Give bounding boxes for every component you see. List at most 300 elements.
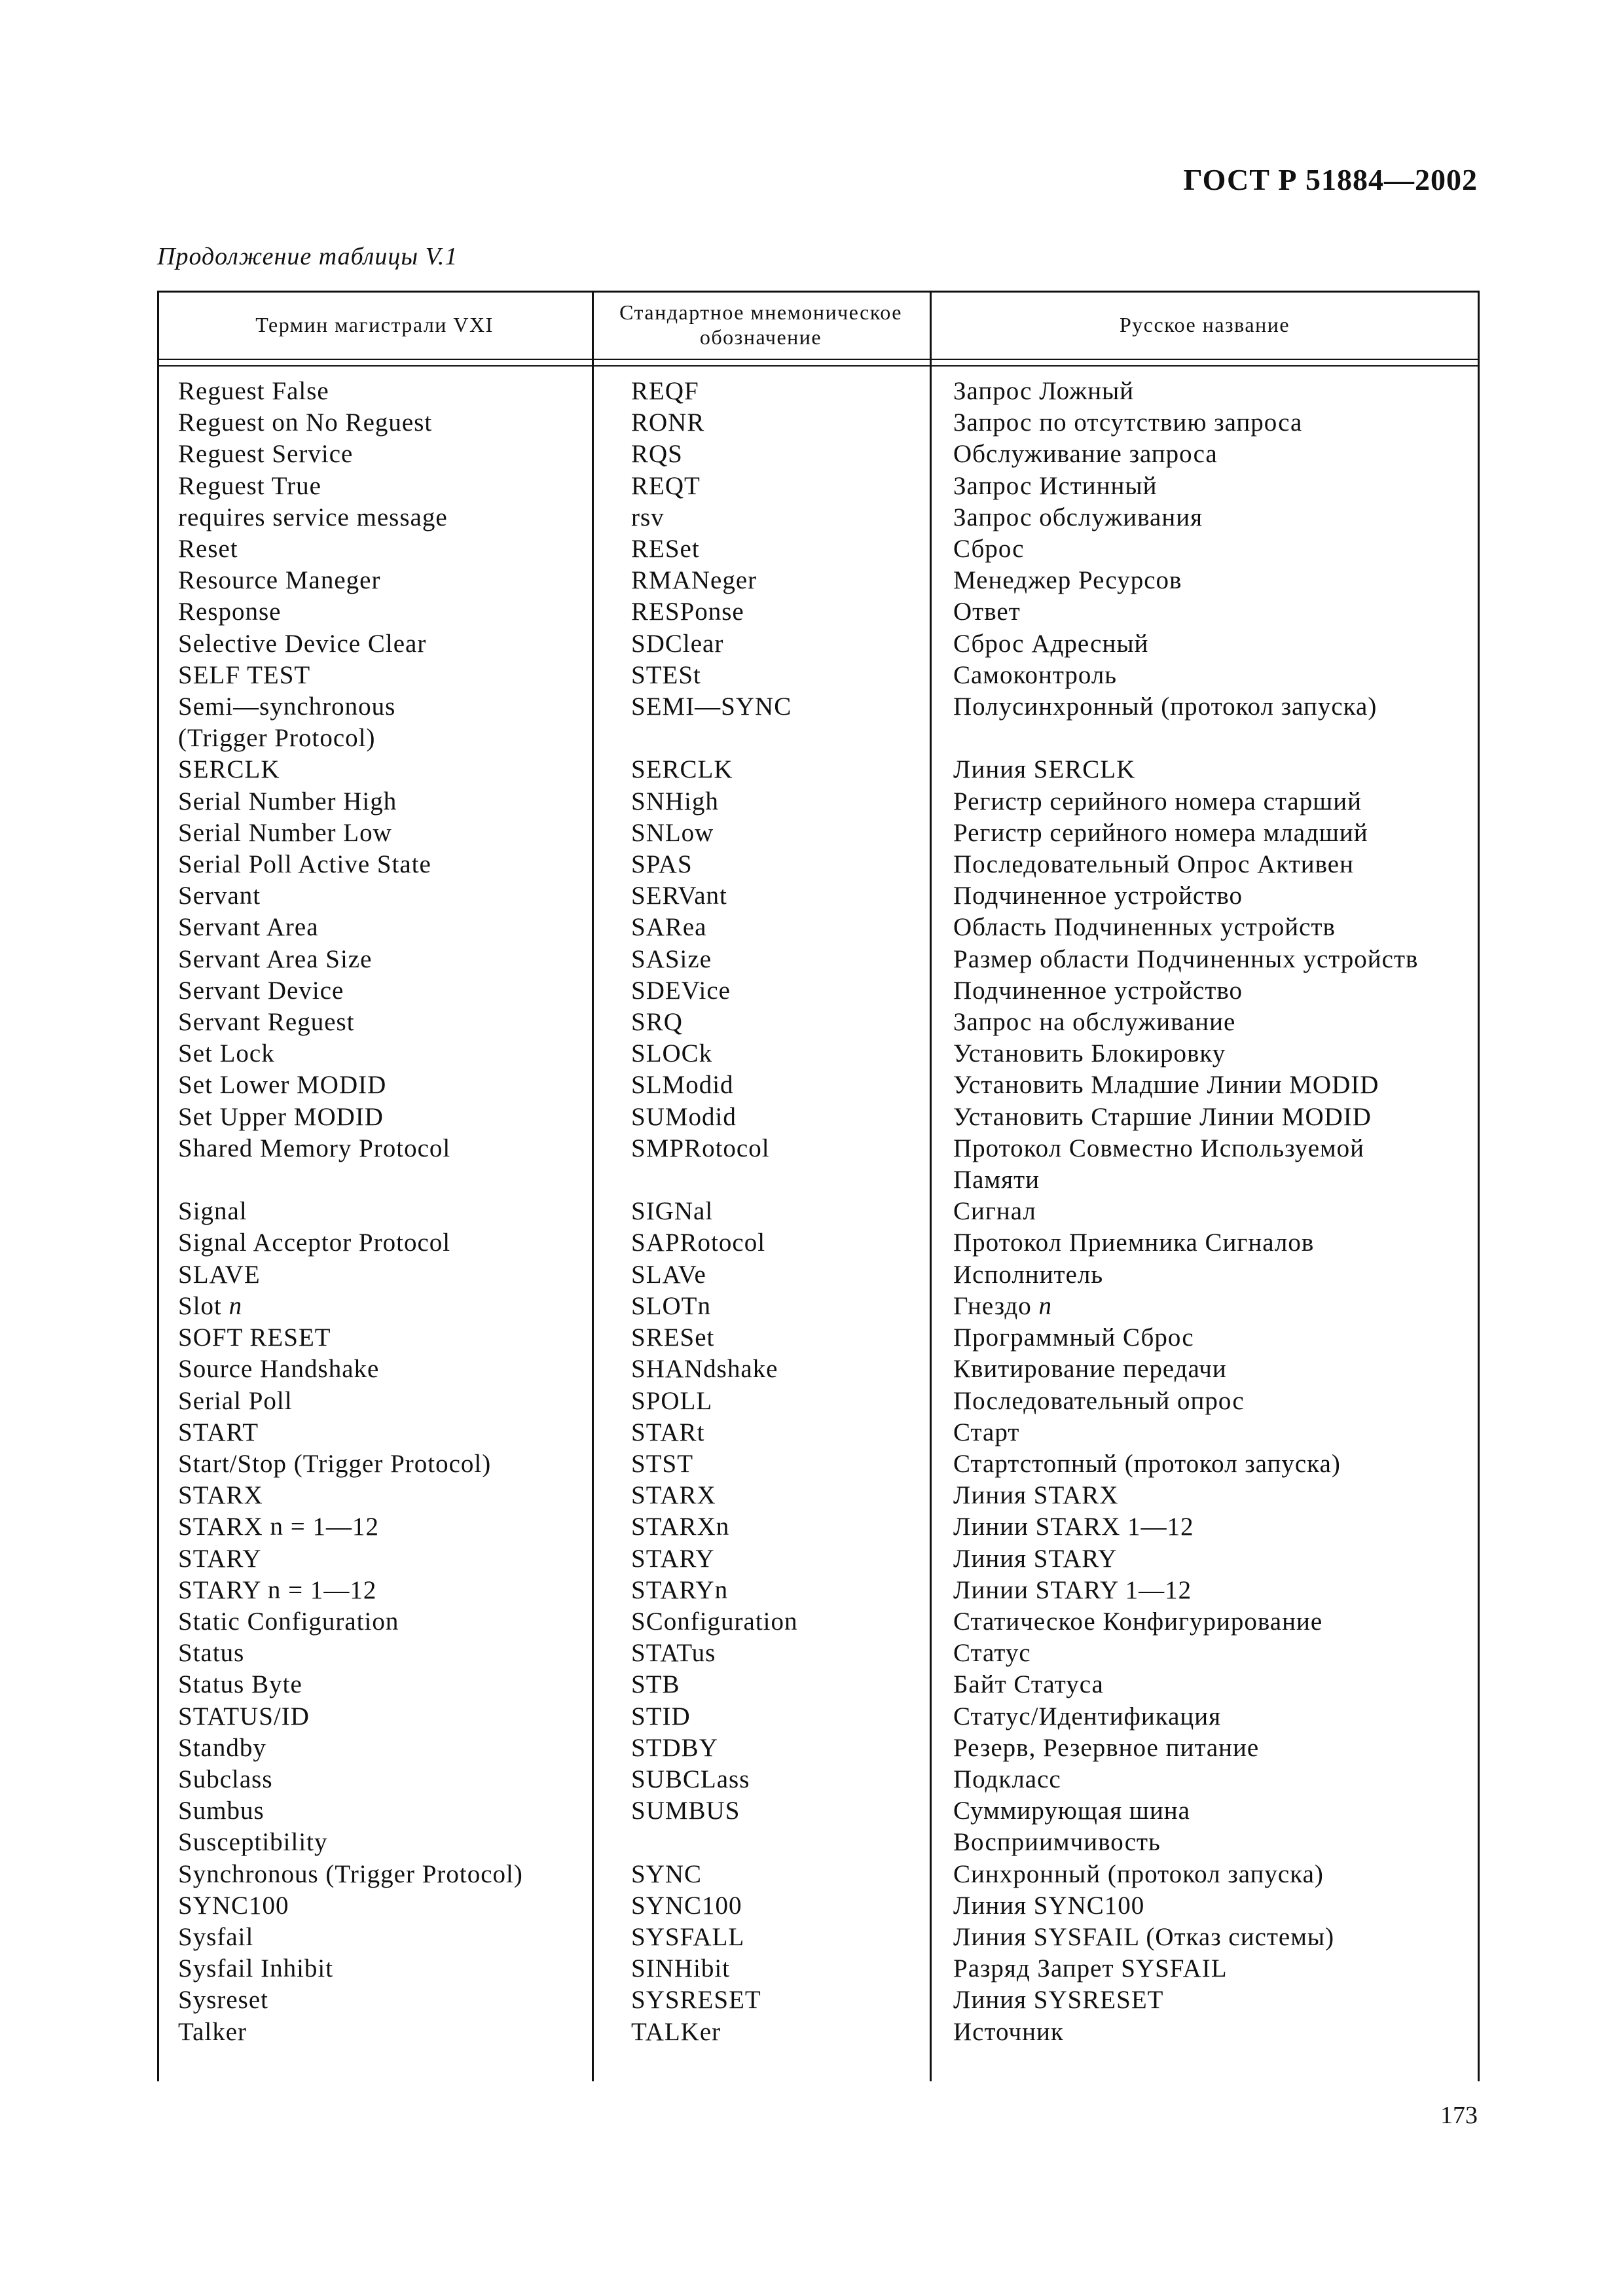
mnemonic-text: SARea [631,913,707,942]
russian-cell [930,502,1480,533]
russian-text: Самоконтроль [953,660,1118,689]
table-row [157,376,1480,407]
term-text: Response [178,598,282,626]
mnemonic-cell [592,1638,930,1669]
table-row [157,1827,1480,1858]
mnemonic-text: STID [631,1702,691,1731]
term-text: Servant Area Size [178,944,373,973]
term-cell [157,1007,592,1038]
table-row [157,1259,1480,1291]
table-row [157,2017,1480,2048]
russian-text: Сброс [953,535,1025,564]
table-row [157,1606,1480,1638]
table-row [157,471,1480,502]
mnemonic-text: SMPRotocol [631,1134,770,1162]
mnemonic-cell [592,2017,930,2048]
mnemonic-cell [592,1102,930,1133]
term-cell [157,1669,592,1700]
table-row [157,1007,1480,1038]
term-text: Servant Area [178,913,319,942]
term-cell [157,944,592,975]
term-text: Static Configuration [178,1607,399,1636]
mnemonic-cell [592,1480,930,1511]
mnemonic-cell [592,1922,930,1953]
term-text: Selective Device Clear [178,629,427,658]
russian-cell [930,1575,1480,1606]
mnemonic-cell [592,786,930,817]
mnemonic-text: RQS [631,440,683,469]
table-row [157,1448,1480,1480]
table-row [157,628,1480,660]
term-text: SYNC100 [178,1891,289,1920]
russian-text: Протокол Совместно Используемой [953,1134,1365,1162]
mnemonic-cell [592,407,930,439]
mnemonic-cell [592,754,930,785]
russian-text: Квитирование передачи [953,1355,1227,1384]
term-text: Reguest Service [178,440,354,469]
term-cell [157,596,592,628]
term-text: Source Handshake [178,1355,380,1384]
term-cell [157,1764,592,1795]
russian-cell [930,1007,1480,1038]
table-row [157,1480,1480,1511]
mnemonic-cell [592,1890,930,1922]
mnemonic-text: SYNC [631,1859,702,1888]
term-cell [157,1795,592,1827]
russian-cell [930,1259,1480,1291]
term-cell [157,1480,592,1511]
term-text: Set Upper MODID [178,1102,384,1131]
russian-cell [930,628,1480,660]
mnemonic-text: STB [631,1670,680,1699]
russian-cell [930,1827,1480,1858]
mnemonic-cell [592,1322,930,1354]
mnemonic-text: RESet [631,535,700,564]
russian-text: Подчиненное устройство [953,976,1243,1005]
russian-text: Статус/Идентификация [953,1702,1222,1731]
russian-text: Подчиненное устройство [953,882,1243,910]
term-cell [157,1322,592,1354]
mnemonic-cell [592,376,930,407]
russian-text: Линия STARY [953,1544,1118,1573]
russian-text: Протокол Приемника Сигналов [953,1229,1315,1257]
russian-text: Полусинхронный (протокол запуска) [953,692,1377,721]
russian-cell [930,660,1480,691]
term-text: SERCLK [178,755,280,784]
russian-cell [930,439,1480,470]
header-rule [157,359,1480,360]
mnemonic-text: SPAS [631,850,693,879]
russian-cell [930,1638,1480,1669]
russian-cell [930,754,1480,785]
term-text: Reguest False [178,377,329,405]
russian-cell [930,1606,1480,1638]
term-text: Synchronous (Trigger Protocol) [178,1859,523,1888]
term-text: Susceptibility [178,1828,328,1857]
russian-cell [930,1890,1480,1922]
russian-text: Размер области Подчиненных устройств [953,944,1419,973]
russian-text: Источник [953,2017,1064,2046]
term-cell [157,1859,592,1890]
term-text: Sysfail [178,1922,254,1951]
term-cell [157,471,592,502]
term-cell [157,912,592,943]
mnemonic-cell [592,1575,930,1606]
russian-cell [930,1511,1480,1543]
mnemonic-text: RESPonse [631,598,744,626]
table-row [157,565,1480,596]
russian-cell [930,1386,1480,1417]
term-cell [157,754,592,785]
russian-cell [930,817,1480,849]
table-row [157,1732,1480,1764]
term-cell [157,1069,592,1101]
mnemonic-cell [592,1859,930,1890]
table-row [157,849,1480,880]
table-row [157,439,1480,470]
mnemonic-cell [592,1007,930,1038]
russian-text: Восприимчивость [953,1828,1161,1857]
russian-text: Линия SYSRESET [953,1986,1164,2015]
mnemonic-text: SPOLL [631,1386,713,1415]
mnemonic-text: SLModid [631,1071,734,1100]
table-row [157,817,1480,849]
russian-cell [930,691,1480,754]
term-cell [157,439,592,470]
term-text: Sysfail Inhibit [178,1954,334,1983]
term-cell [157,1575,592,1606]
russian-text: Менеджер Ресурсов [953,566,1182,595]
term-cell [157,1511,592,1543]
term-cell [157,1638,592,1669]
russian-cell [930,1795,1480,1827]
term-cell [157,1890,592,1922]
table-row [157,1984,1480,2016]
russian-cell [930,1322,1480,1354]
term-cell [157,2017,592,2048]
term-cell [157,786,592,817]
terms-table [157,291,1480,2081]
term-text: STARX [178,1481,263,1510]
russian-text: Установить Блокировку [953,1039,1226,1068]
russian-cell [930,407,1480,439]
mnemonic-cell [592,1291,930,1322]
term-cell [157,1038,592,1069]
mnemonic-text: SConfiguration [631,1607,798,1636]
russian-cell [930,1133,1480,1196]
term-text: STARY [178,1544,262,1573]
table-row [157,691,1480,754]
mnemonic-text: SRQ [631,1008,683,1037]
mnemonic-text: SDClear [631,629,724,658]
term-text: SOFT RESET [178,1323,331,1352]
mnemonic-cell [592,1196,930,1227]
term-text: Talker [178,2017,247,2046]
russian-text: Последовательный Опрос Активен [953,850,1354,879]
mnemonic-text: REQT [631,471,701,500]
header-rule [157,365,1480,367]
mnemonic-cell [592,1386,930,1417]
russian-cell [930,975,1480,1007]
russian-text: Синхронный (протокол запуска) [953,1859,1324,1888]
russian-text: Стартстопный (протокол запуска) [953,1449,1341,1478]
russian-text: Регистр серийного номера младший [953,818,1368,847]
russian-text: Последовательный опрос [953,1386,1245,1415]
mnemonic-cell [592,1669,930,1700]
mnemonic-cell [592,1133,930,1196]
table-row [157,1669,1480,1700]
mnemonic-text: STST [631,1449,694,1478]
russian-cell [930,1669,1480,1700]
mnemonic-text: RMANeger [631,566,757,595]
mnemonic-text: SYSFALL [631,1922,745,1951]
mnemonic-cell [592,880,930,912]
term-text: SELF TEST [178,660,311,689]
term-text: Reguest on No Reguest [178,408,433,437]
russian-text: Разряд Запрет SYSFAIL [953,1954,1228,1983]
table-row [157,596,1480,628]
table-row [157,1890,1480,1922]
russian-text: Область Подчиненных устройств [953,913,1336,942]
mnemonic-text: STARXn [631,1513,730,1541]
russian-cell [930,1764,1480,1795]
mnemonic-cell [592,1448,930,1480]
russian-text: Линия STARX [953,1481,1119,1510]
russian-text: Линия SYSFAIL (Отказ системы) [953,1922,1335,1951]
mnemonic-text: STARt [631,1418,705,1446]
russian-text: Линии STARX 1—12 [953,1513,1194,1541]
mnemonic-text: rsv [631,503,665,531]
table-row [157,1038,1480,1069]
term-cell [157,660,592,691]
mnemonic-cell [592,912,930,943]
russian-cell [930,1732,1480,1764]
russian-cell [930,1417,1480,1448]
mnemonic-cell [592,660,930,691]
table-row [157,1291,1480,1322]
table-row [157,975,1480,1007]
table-row [157,1701,1480,1732]
mnemonic-cell [592,596,930,628]
mnemonic-cell [592,565,930,596]
table-row [157,1227,1480,1259]
mnemonic-cell [592,975,930,1007]
russian-cell [930,1196,1480,1227]
term-cell [157,1227,592,1259]
mnemonic-text: STARX [631,1481,716,1510]
term-text: Serial Poll Active State [178,850,431,879]
russian-cell [930,1038,1480,1069]
mnemonic-cell [592,1827,930,1858]
term-cell [157,1984,592,2016]
table-row [157,660,1480,691]
term-cell [157,407,592,439]
term-cell [157,1953,592,1984]
term-text: START [178,1418,259,1446]
russian-text: Сигнал [953,1197,1036,1226]
term-text: Resource Maneger [178,566,381,595]
russian-cell [930,1354,1480,1385]
russian-text: Линия SYNC100 [953,1891,1145,1920]
mnemonic-text: SLAVe [631,1260,706,1289]
mnemonic-text: SDEVice [631,976,731,1005]
russian-text: Запрос Ложный [953,377,1135,405]
mnemonic-text: RONR [631,408,705,437]
term-cell [157,880,592,912]
russian-text: Памяти [953,1166,1040,1194]
table-row [157,1354,1480,1385]
mnemonic-cell [592,691,930,754]
mnemonic-cell [592,533,930,565]
russian-cell [930,1448,1480,1480]
russian-cell [930,1227,1480,1259]
term-text: STARY n = 1—12 [178,1575,377,1604]
russian-cell [930,533,1480,565]
term-cell [157,1543,592,1575]
mnemonic-text: SNLow [631,818,714,847]
mnemonic-cell [592,1038,930,1069]
term-text: requires service message [178,503,448,531]
russian-cell [930,1701,1480,1732]
term-text: Signal Acceptor Protocol [178,1229,451,1257]
term-text: Reguest True [178,471,321,500]
table-row [157,1069,1480,1101]
mnemonic-text: SHANdshake [631,1355,778,1384]
mnemonic-cell [592,1953,930,1984]
term-cell [157,628,592,660]
term-text: STATUS/ID [178,1702,310,1731]
russian-text: Запрос на обслуживание [953,1008,1236,1037]
table-row [157,944,1480,975]
mnemonic-cell [592,439,930,470]
table-row [157,502,1480,533]
term-text: Servant [178,882,261,910]
term-text: Sysreset [178,1986,268,2015]
term-text: Signal [178,1197,247,1226]
russian-cell [930,1984,1480,2016]
table-row [157,1133,1480,1196]
table-row [157,1575,1480,1606]
mnemonic-cell [592,1511,930,1543]
term-text: SLAVE [178,1260,261,1289]
russian-cell [930,2017,1480,2048]
term-text: Slot n [178,1291,243,1320]
russian-text: Регистр серийного номера старший [953,787,1362,816]
table-row [157,786,1480,817]
table-row [157,1764,1480,1795]
mnemonic-cell [592,1606,930,1638]
russian-cell [930,1543,1480,1575]
table-row [157,1322,1480,1354]
mnemonic-text: SYNC100 [631,1891,742,1920]
page-number: 173 [1440,2102,1478,2129]
table-row [157,912,1480,943]
russian-text: Статическое Конфигурирование [953,1607,1323,1636]
term-text: Serial Number Low [178,818,392,847]
term-text: Semi—synchronous [178,692,396,721]
russian-cell [930,376,1480,407]
russian-cell [930,1953,1480,1984]
term-text: Serial Number High [178,787,397,816]
mnemonic-text: STARYn [631,1575,729,1604]
term-cell [157,1102,592,1133]
mnemonic-text: SERVant [631,882,727,910]
mnemonic-text: SNHigh [631,787,719,816]
mnemonic-text: TALKer [631,2017,721,2046]
term-cell [157,817,592,849]
russian-text: Статус [953,1639,1031,1668]
mnemonic-text: STDBY [631,1733,718,1762]
mnemonic-text: SUModid [631,1102,737,1131]
russian-text: Линии STARY 1—12 [953,1575,1192,1604]
term-text: Serial Poll [178,1386,293,1415]
term-text: Shared Memory Protocol [178,1134,451,1162]
term-text: STARX n = 1—12 [178,1513,379,1541]
term-cell [157,1417,592,1448]
mnemonic-cell [592,1354,930,1385]
russian-text: Гнездо n [953,1291,1053,1320]
term-text: Status Byte [178,1670,302,1699]
term-cell [157,1259,592,1291]
russian-text: Суммирующая шина [953,1797,1190,1825]
table-row [157,1102,1480,1133]
russian-text: Установить Младшие Линии MODID [953,1071,1379,1100]
table-row [157,1386,1480,1417]
russian-text: Ответ [953,598,1021,626]
term-text: Start/Stop (Trigger Protocol) [178,1449,492,1478]
document-header: ГОСТ Р 51884—2002 [1183,163,1478,196]
table-row [157,533,1480,565]
table-row [157,1953,1480,1984]
mnemonic-text: SYSRESET [631,1986,761,2015]
table-row [157,1638,1480,1669]
mnemonic-text: SEMI—SYNC [631,692,792,721]
column-header-russian: Русское название [1119,313,1290,336]
term-cell [157,1701,592,1732]
russian-text: Байт Статуса [953,1670,1104,1699]
russian-cell [930,1102,1480,1133]
table-row [157,880,1480,912]
table-row [157,1859,1480,1890]
column-header-mnemonic: Стандартное мнемоническое обозначение [619,300,902,349]
russian-cell [930,944,1480,975]
term-cell [157,1448,592,1480]
mnemonic-text: REQF [631,377,699,405]
term-text: Set Lower MODID [178,1071,387,1100]
mnemonic-cell [592,817,930,849]
term-cell [157,1291,592,1322]
mnemonic-cell [592,1417,930,1448]
term-cell [157,1732,592,1764]
mnemonic-text: STARY [631,1544,715,1573]
russian-cell [930,912,1480,943]
russian-cell [930,880,1480,912]
russian-cell [930,1291,1480,1322]
term-cell [157,1196,592,1227]
term-cell [157,849,592,880]
term-cell [157,1354,592,1385]
table-row [157,1511,1480,1543]
mnemonic-text: SIGNal [631,1197,714,1226]
term-cell [157,1922,592,1953]
term-cell [157,1386,592,1417]
term-cell [157,565,592,596]
table-row [157,1922,1480,1953]
russian-cell [930,1859,1480,1890]
term-text: Reset [178,535,238,564]
russian-text: Программный Сброс [953,1323,1194,1352]
mnemonic-text: SAPRotocol [631,1229,766,1257]
